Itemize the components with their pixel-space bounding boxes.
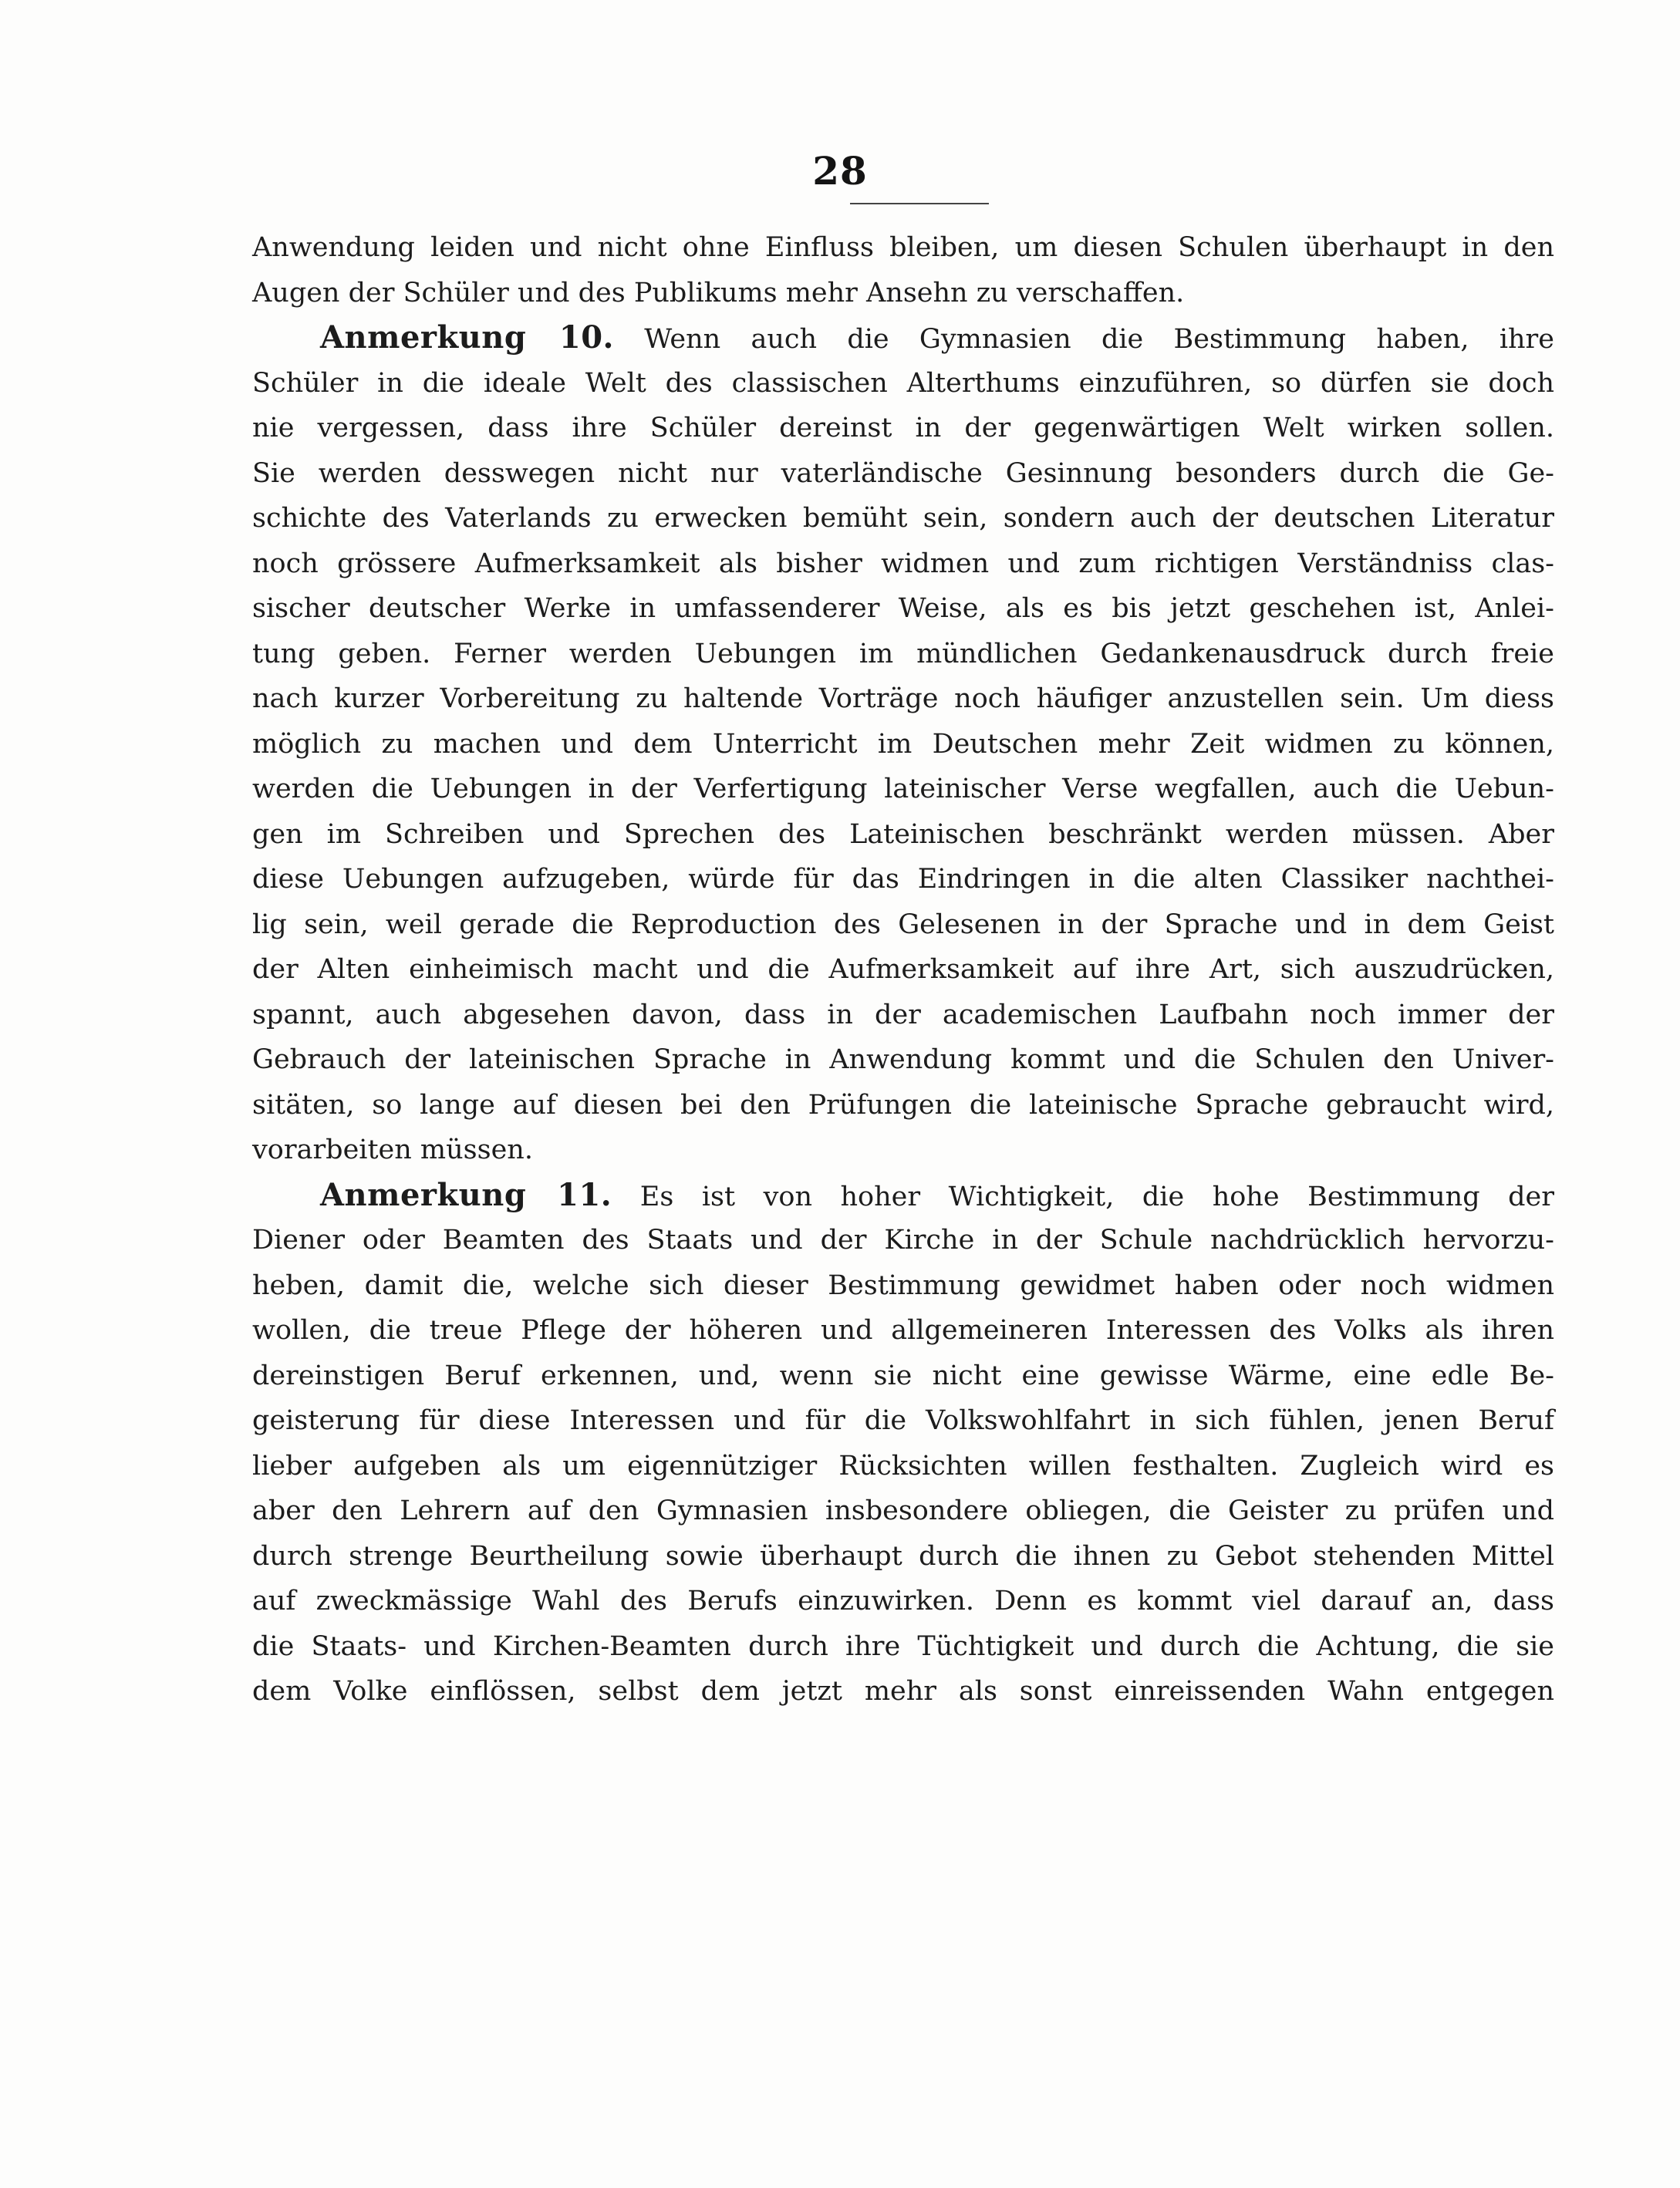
line-text: dem Volke einflössen, selbst dem jetzt mehr als sonst einreissenden Wahn entgegen	[252, 1676, 1554, 1707]
text-line	[252, 451, 1554, 497]
text-line	[252, 1488, 1554, 1534]
text-line	[252, 993, 1554, 1038]
line-text: nach kurzer Vorbereitung zu haltende Vorträge noch häufiger anzustellen sein. Um diess	[252, 683, 1554, 714]
line-text: lig sein, weil gerade die Reproduction des Gelesenen in der Sprache und in dem Geist	[252, 909, 1554, 940]
line-text: Diener oder Beamten des Staats und der Kirche in der Schule nachdrücklich hervorzu-	[252, 1225, 1554, 1256]
text-line	[252, 271, 1554, 316]
page-number-rule	[850, 203, 989, 204]
text-line	[252, 1669, 1554, 1714]
text-line	[252, 1398, 1554, 1444]
text-line	[252, 767, 1554, 812]
text-line	[252, 812, 1554, 858]
body-text	[252, 225, 1554, 1714]
line-text: der Alten einheimisch macht und die Aufmerksamkeit auf ihre Art, sich auszudrücken,	[252, 954, 1554, 985]
line-text: Sie werden desswegen nicht nur vaterländische Gesinnung besonders durch die Ge-	[252, 457, 1554, 489]
text-line	[252, 1037, 1554, 1083]
note-heading: Anmerkung 11.	[320, 1176, 612, 1213]
text-line	[252, 1308, 1554, 1354]
text-line	[252, 1579, 1554, 1624]
text-line	[252, 1128, 1554, 1173]
line-text: möglich zu machen und dem Unterricht im Deutschen mehr Zeit widmen zu können,	[252, 728, 1554, 760]
text-line	[252, 676, 1554, 722]
line-text: Anwendung leiden und nicht ohne Einfluss bleiben, um diesen Schulen überhaupt in den	[252, 232, 1554, 263]
line-text: Augen der Schüler und des Publikums mehr Ansehn zu verschaffen.	[252, 277, 1185, 308]
text-line	[252, 1354, 1554, 1399]
line-text: geisterung für diese Interessen und für die Volkswohlfahrt in sich fühlen, jenen Beruf	[252, 1405, 1554, 1436]
line-text: durch strenge Beurtheilung sowie überhaupt durch die ihnen zu Gebot stehenden Mittel	[252, 1540, 1554, 1572]
line-text: gen im Schreiben und Sprechen des Lateinischen beschränkt werden müssen. Aber	[252, 818, 1554, 850]
text-line	[252, 947, 1554, 993]
text-line	[252, 225, 1554, 271]
text-line	[252, 1263, 1554, 1309]
note-heading-line	[252, 1173, 1554, 1219]
text-line	[252, 1534, 1554, 1579]
line-text: lieber aufgeben als um eigennütziger Rücksichten willen festhalten. Zugleich wird es	[252, 1450, 1554, 1482]
line-text: vorarbeiten müssen.	[252, 1134, 533, 1165]
line-text: dereinstigen Beruf erkennen, und, wenn sie nicht eine gewisse Wärme, eine edle Be-	[252, 1360, 1554, 1391]
line-text: schichte des Vaterlands zu erwecken bemüht sein, sondern auch der deutschen Literatur	[252, 503, 1554, 534]
text-line	[252, 496, 1554, 541]
note-heading-line	[252, 315, 1554, 361]
text-line	[252, 722, 1554, 767]
line-text: tung geben. Ferner werden Uebungen im mündlichen Gedankenausdruck durch freie	[252, 638, 1554, 669]
text-line	[252, 1444, 1554, 1489]
text-line	[252, 1218, 1554, 1263]
line-text: auf zweckmässige Wahl des Berufs einzuwirken. Denn es kommt viel darauf an, dass	[252, 1586, 1554, 1617]
text-line	[252, 541, 1554, 587]
text-line	[252, 632, 1554, 677]
line-text: heben, damit die, welche sich dieser Bestimmung gewidmet haben oder noch widmen	[252, 1269, 1554, 1301]
line-text: noch grössere Aufmerksamkeit als bisher widmen und zum richtigen Verständniss clas-	[252, 548, 1554, 579]
line-text: Es ist von hoher Wichtigkeit, die hohe Bestimmung der	[639, 1181, 1555, 1212]
line-text: aber den Lehrern auf den Gymnasien insbesondere obliegen, die Geister zu prüfen und	[252, 1495, 1554, 1526]
text-line	[252, 586, 1554, 632]
note-heading: Anmerkung 10.	[320, 319, 614, 356]
text-line	[252, 1624, 1554, 1670]
line-text: werden die Uebungen in der Verfertigung lateinischer Verse wegfallen, auch die Uebun-	[252, 774, 1554, 804]
line-text: wollen, die treue Pflege der höheren und allgemeineren Interessen des Volks als ihren	[252, 1315, 1554, 1346]
line-text: sischer deutscher Werke in umfassenderer Weise, als es bis jetzt geschehen ist, Anlei-	[252, 593, 1554, 624]
line-text: nie vergessen, dass ihre Schüler dereinst in der gegenwärtigen Welt wirken sollen.	[252, 413, 1554, 443]
line-text: Wenn auch die Gymnasien die Bestimmung haben, ihre	[644, 324, 1555, 355]
line-text: spannt, auch abgesehen davon, dass in der academischen Laufbahn noch immer der	[252, 999, 1554, 1030]
line-text: Gebrauch der lateinischen Sprache in Anwendung kommt und die Schulen den Univer-	[252, 1044, 1554, 1075]
line-text: sitäten, so lange auf diesen bei den Prüfungen die lateinische Sprache gebraucht wird,	[252, 1089, 1554, 1121]
line-text: diese Uebungen aufzugeben, würde für das Eindringen in die alten Classiker nachthei-	[252, 864, 1554, 895]
text-line	[252, 902, 1554, 948]
line-text: die Staats- und Kirchen-Beamten durch ihre Tüchtigkeit und durch die Achtung, die sie	[252, 1630, 1554, 1662]
text-line	[252, 857, 1554, 902]
line-text: Schüler in die ideale Welt des classischen Alterthums einzuführen, so dürfen sie doch	[252, 367, 1554, 399]
page-number: 28	[812, 148, 868, 194]
text-line	[252, 406, 1554, 451]
text-line	[252, 361, 1554, 406]
text-line	[252, 1083, 1554, 1128]
